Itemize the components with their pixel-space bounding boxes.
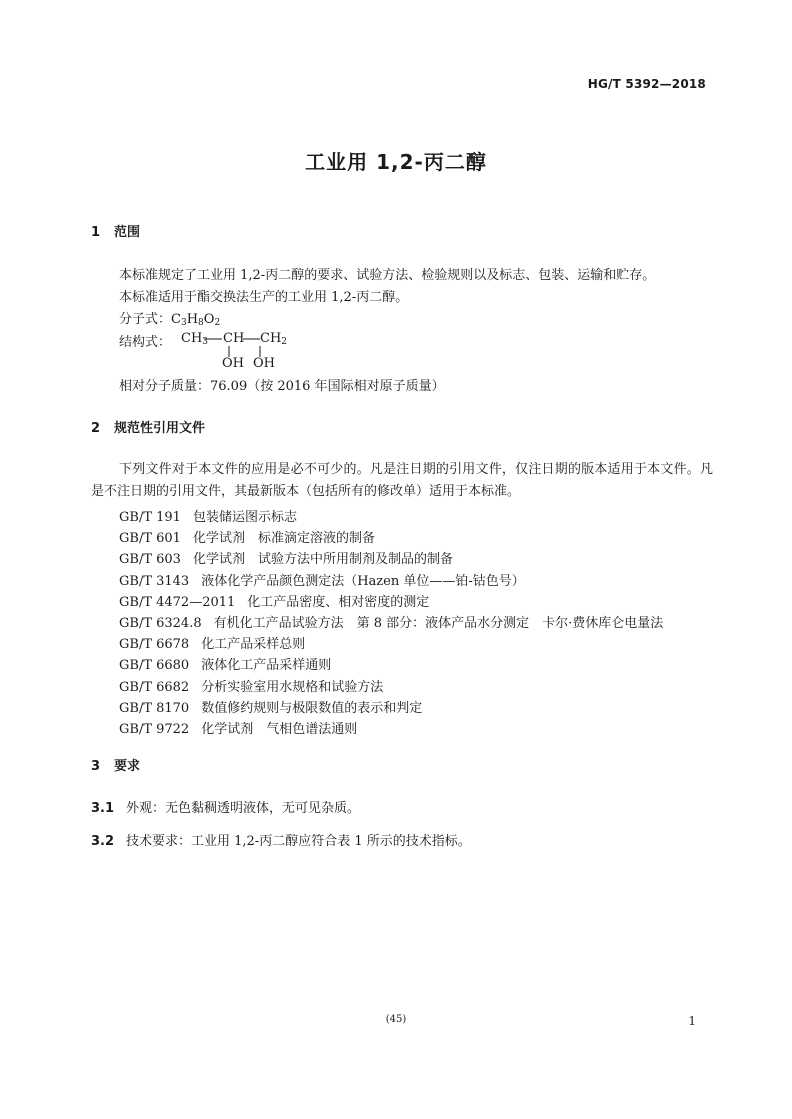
- reference-item: [119, 718, 357, 737]
- reference-item: [119, 591, 429, 610]
- reference-item: [119, 527, 375, 546]
- reference-item: [119, 697, 422, 716]
- reference-title: 化学试剂 气相色谱法通则: [201, 722, 358, 737]
- reference-code: GB/T 9722: [119, 722, 190, 737]
- section-title: 范围: [114, 225, 141, 240]
- scope-paragraph-1: 本标准规定了工业用 1,2-丙二醇的要求、试验方法、检验规则以及标志、包装、运输和贮存。: [119, 268, 656, 283]
- reference-title: 分析实验室用水规格和试验方法: [201, 679, 384, 695]
- reference-title: 化工产品采样总则: [201, 637, 306, 653]
- reference-title: 化工产品密度、相对密度的测定: [247, 594, 430, 610]
- reference-item: [119, 676, 383, 695]
- section-number: 3: [91, 759, 101, 774]
- reference-item: [119, 548, 453, 567]
- normative-references-intro: 下列文件对于本文件的应用是必不可少的。凡是注日期的引用文件，仅注日期的版本适用于本文件。凡是不注日期的引用文件，其最新版本（包括所有的修改单）适用于本标准。: [91, 462, 713, 499]
- clause-number: 3.2: [91, 834, 115, 849]
- section-title: 要求: [114, 759, 141, 774]
- structure-ch2: $CH_2$: [260, 331, 288, 347]
- structure-label: 结构式：: [119, 335, 172, 350]
- reference-title: 有机化工产品试验方法 第 8 部分：液体产品水分测定 卡尔·费休库仑电量法: [213, 616, 664, 631]
- standard-code: HG/T 5392—2018: [587, 77, 706, 91]
- reference-code: GB/T 601: [119, 531, 181, 547]
- clause-text: 技术要求：工业用 1,2-丙二醇应符合表 1 所示的技术指标。: [126, 834, 471, 849]
- section-title: 规范性引用文件: [114, 421, 206, 436]
- formula-h: H: [186, 312, 199, 327]
- formula-label: 分子式：: [119, 312, 172, 327]
- page-number: 1: [688, 1014, 696, 1028]
- reference-code: GB/T 6682: [119, 679, 190, 695]
- reference-title: 化学试剂 标准滴定溶液的制备: [192, 531, 375, 547]
- molecular-formula: [119, 308, 220, 328]
- reference-code: GB/T 4472—2011: [119, 594, 236, 610]
- reference-code: GB/T 8170: [119, 700, 190, 716]
- scope-paragraph-2: 本标准适用于酯交换法生产的工业用 1,2-丙二醇。: [119, 290, 409, 305]
- reference-code: GB/T 603: [119, 552, 181, 568]
- clause-number: 3.1: [91, 801, 115, 816]
- reference-item: [119, 654, 331, 673]
- clause-text: 外观：无色黏稠透明液体，无可见杂质。: [126, 801, 361, 816]
- reference-code: GB/T 6678: [119, 637, 190, 653]
- relative-molecular-mass: 相对分子质量：76.09（按 2016 年国际相对原子质量）: [119, 379, 445, 394]
- reference-code: GB/T 191: [119, 510, 181, 525]
- formula-c: C: [171, 312, 181, 327]
- clause-3-2: [91, 830, 471, 849]
- reference-title: 包装储运图示标志: [192, 510, 297, 525]
- formula-h-count: 8: [198, 318, 204, 328]
- reference-title: 化学试剂 试验方法中所用制剂及制品的制备: [192, 552, 453, 568]
- structure-oh-1: OH: [222, 356, 244, 371]
- reference-code: GB/T 6324.8: [119, 616, 202, 631]
- section-number: 2: [91, 421, 101, 436]
- reference-item: [119, 506, 297, 525]
- structure-bonds: [119, 331, 319, 371]
- structure-ch3: $CH_3$: [181, 331, 209, 347]
- page-marker: (45): [385, 1014, 407, 1025]
- formula-o-count: 2: [214, 318, 221, 328]
- formula-o: O: [203, 312, 215, 327]
- section-number: 1: [91, 225, 101, 240]
- structure-ch: CH: [223, 331, 245, 346]
- reference-title: 数值修约规则与极限数值的表示和判定: [201, 700, 423, 716]
- reference-item: [119, 612, 663, 631]
- reference-code: GB/T 3143: [119, 573, 190, 589]
- document-title: 工业用 1,2-丙二醇: [305, 150, 487, 174]
- structure-oh-2: OH: [253, 356, 275, 371]
- reference-item: [119, 633, 305, 652]
- reference-item: [119, 570, 525, 589]
- section-3-heading: [91, 755, 140, 774]
- section-2-heading: [91, 417, 205, 436]
- reference-title: 液体化学产品颜色测定法（Hazen 单位——铂-钴色号）: [201, 573, 525, 589]
- clause-3-1: [91, 797, 360, 816]
- section-1-heading: [91, 221, 140, 240]
- reference-code: GB/T 6680: [119, 658, 190, 674]
- reference-title: 液体化工产品采样通则: [201, 658, 332, 674]
- formula-c-count: 3: [180, 318, 187, 328]
